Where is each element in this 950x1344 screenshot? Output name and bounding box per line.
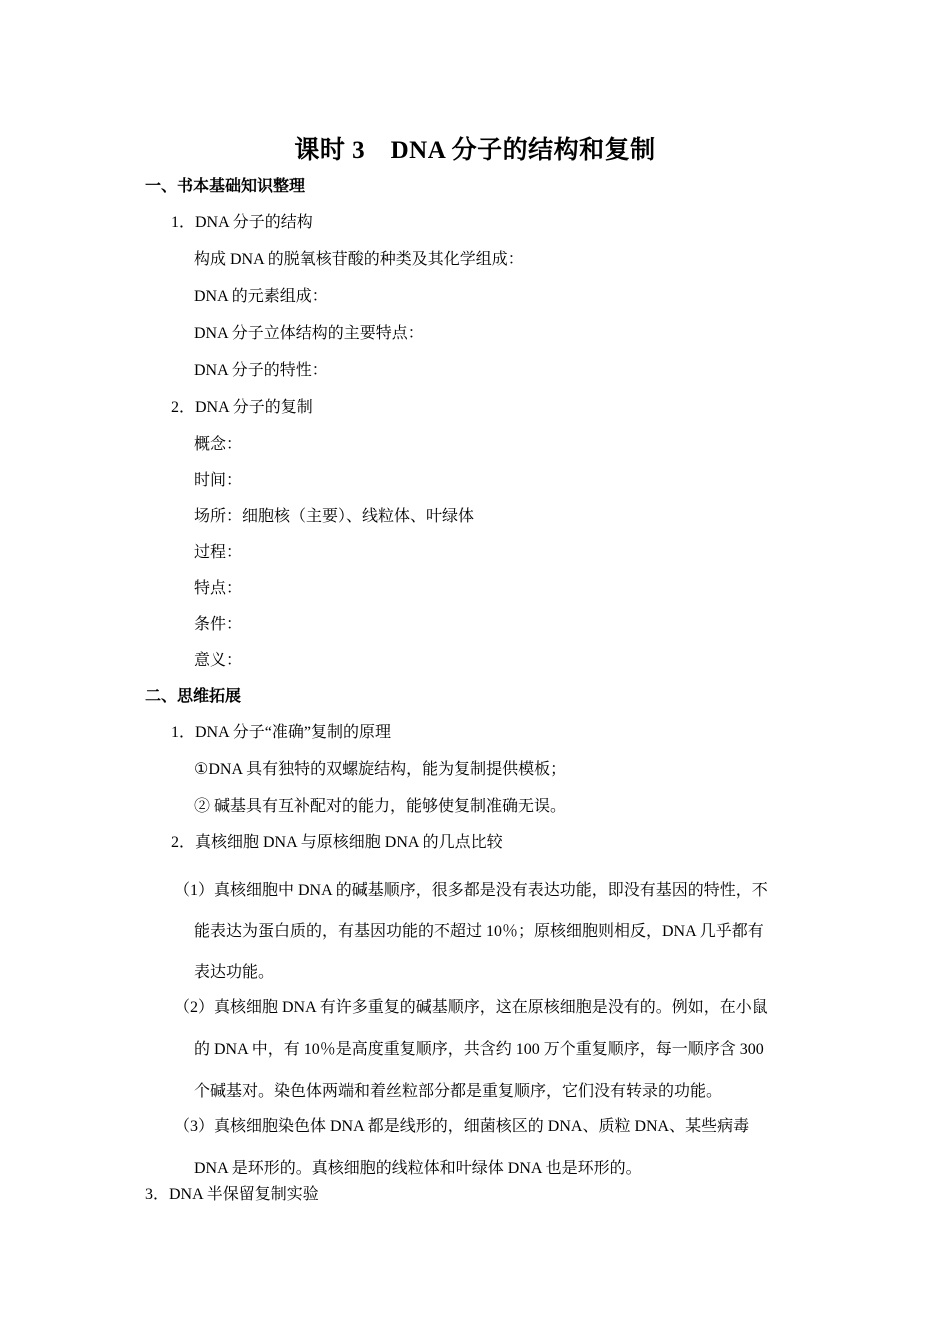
comparison-paragraph-1	[174, 870, 788, 993]
replication-line: 概念：	[194, 436, 243, 453]
item-dna-structure: 1．DNA 分子的结构	[171, 214, 313, 231]
principle-line: ①DNA 具有独特的双螺旋结构，能为复制提供模板；	[194, 761, 567, 778]
replication-line: 时间：	[194, 472, 243, 489]
section-heading-2: 二、思维拓展	[145, 688, 242, 705]
item-comparison: 2．真核细胞 DNA 与原核细胞 DNA 的几点比较	[171, 834, 503, 851]
replication-line: 特点：	[194, 580, 243, 597]
structure-line: DNA 分子立体结构的主要特点：	[194, 325, 424, 342]
paragraph-line: 个碱基对。染色体两端和着丝粒部分都是重复顺序，它们没有转录的功能。	[194, 1083, 723, 1100]
replication-line: 意义：	[194, 652, 243, 669]
paragraph-line: 的 DNA 中，有 10％是高度重复顺序，共含约 100 万个重复顺序，每一顺序含 300	[194, 1041, 764, 1058]
structure-line: DNA 分子的特性：	[194, 362, 328, 379]
paragraph-line: （3）真核细胞染色体 DNA 都是线形的，细菌核区的 DNA、质粒 DNA、某些病毒	[174, 1118, 750, 1135]
structure-line: DNA 的元素组成：	[194, 288, 328, 305]
comparison-paragraph-2	[174, 987, 788, 1113]
paragraph-line: 表达功能。	[194, 964, 275, 981]
item-accurate-replication: 1．DNA 分子“准确”复制的原理	[171, 724, 391, 741]
paragraph-line: DNA 是环形的。真核细胞的线粒体和叶绿体 DNA 也是环形的。	[194, 1160, 642, 1177]
item-dna-replication: 2．DNA 分子的复制	[171, 399, 313, 416]
paragraph-line: 能表达为蛋白质的，有基因功能的不超过 10％；原核细胞则相反，DNA 几乎都有	[194, 923, 764, 940]
replication-line: 条件：	[194, 616, 243, 633]
paragraph-line: （1）真核细胞中 DNA 的碱基顺序，很多都是没有表达功能，即没有基因的特性，不	[174, 882, 768, 899]
structure-line: 构成 DNA 的脱氧核苷酸的种类及其化学组成：	[194, 251, 524, 268]
replication-line: 场所：细胞核（主要）、线粒体、叶绿体	[194, 508, 475, 525]
replication-line: 过程：	[194, 544, 243, 561]
page-title: 课时 3 DNA 分子的结构和复制	[294, 137, 656, 164]
section-heading-1: 一、书本基础知识整理	[145, 178, 306, 195]
comparison-paragraph-3	[174, 1106, 788, 1190]
item-semiconservative-experiment: 3．DNA 半保留复制实验	[145, 1186, 319, 1203]
principle-line: ② 碱基具有互补配对的能力，能够使复制准确无误。	[194, 798, 567, 815]
paragraph-line: （2）真核细胞 DNA 有许多重复的碱基顺序，这在原核细胞是没有的。例如，在小鼠	[174, 999, 768, 1016]
